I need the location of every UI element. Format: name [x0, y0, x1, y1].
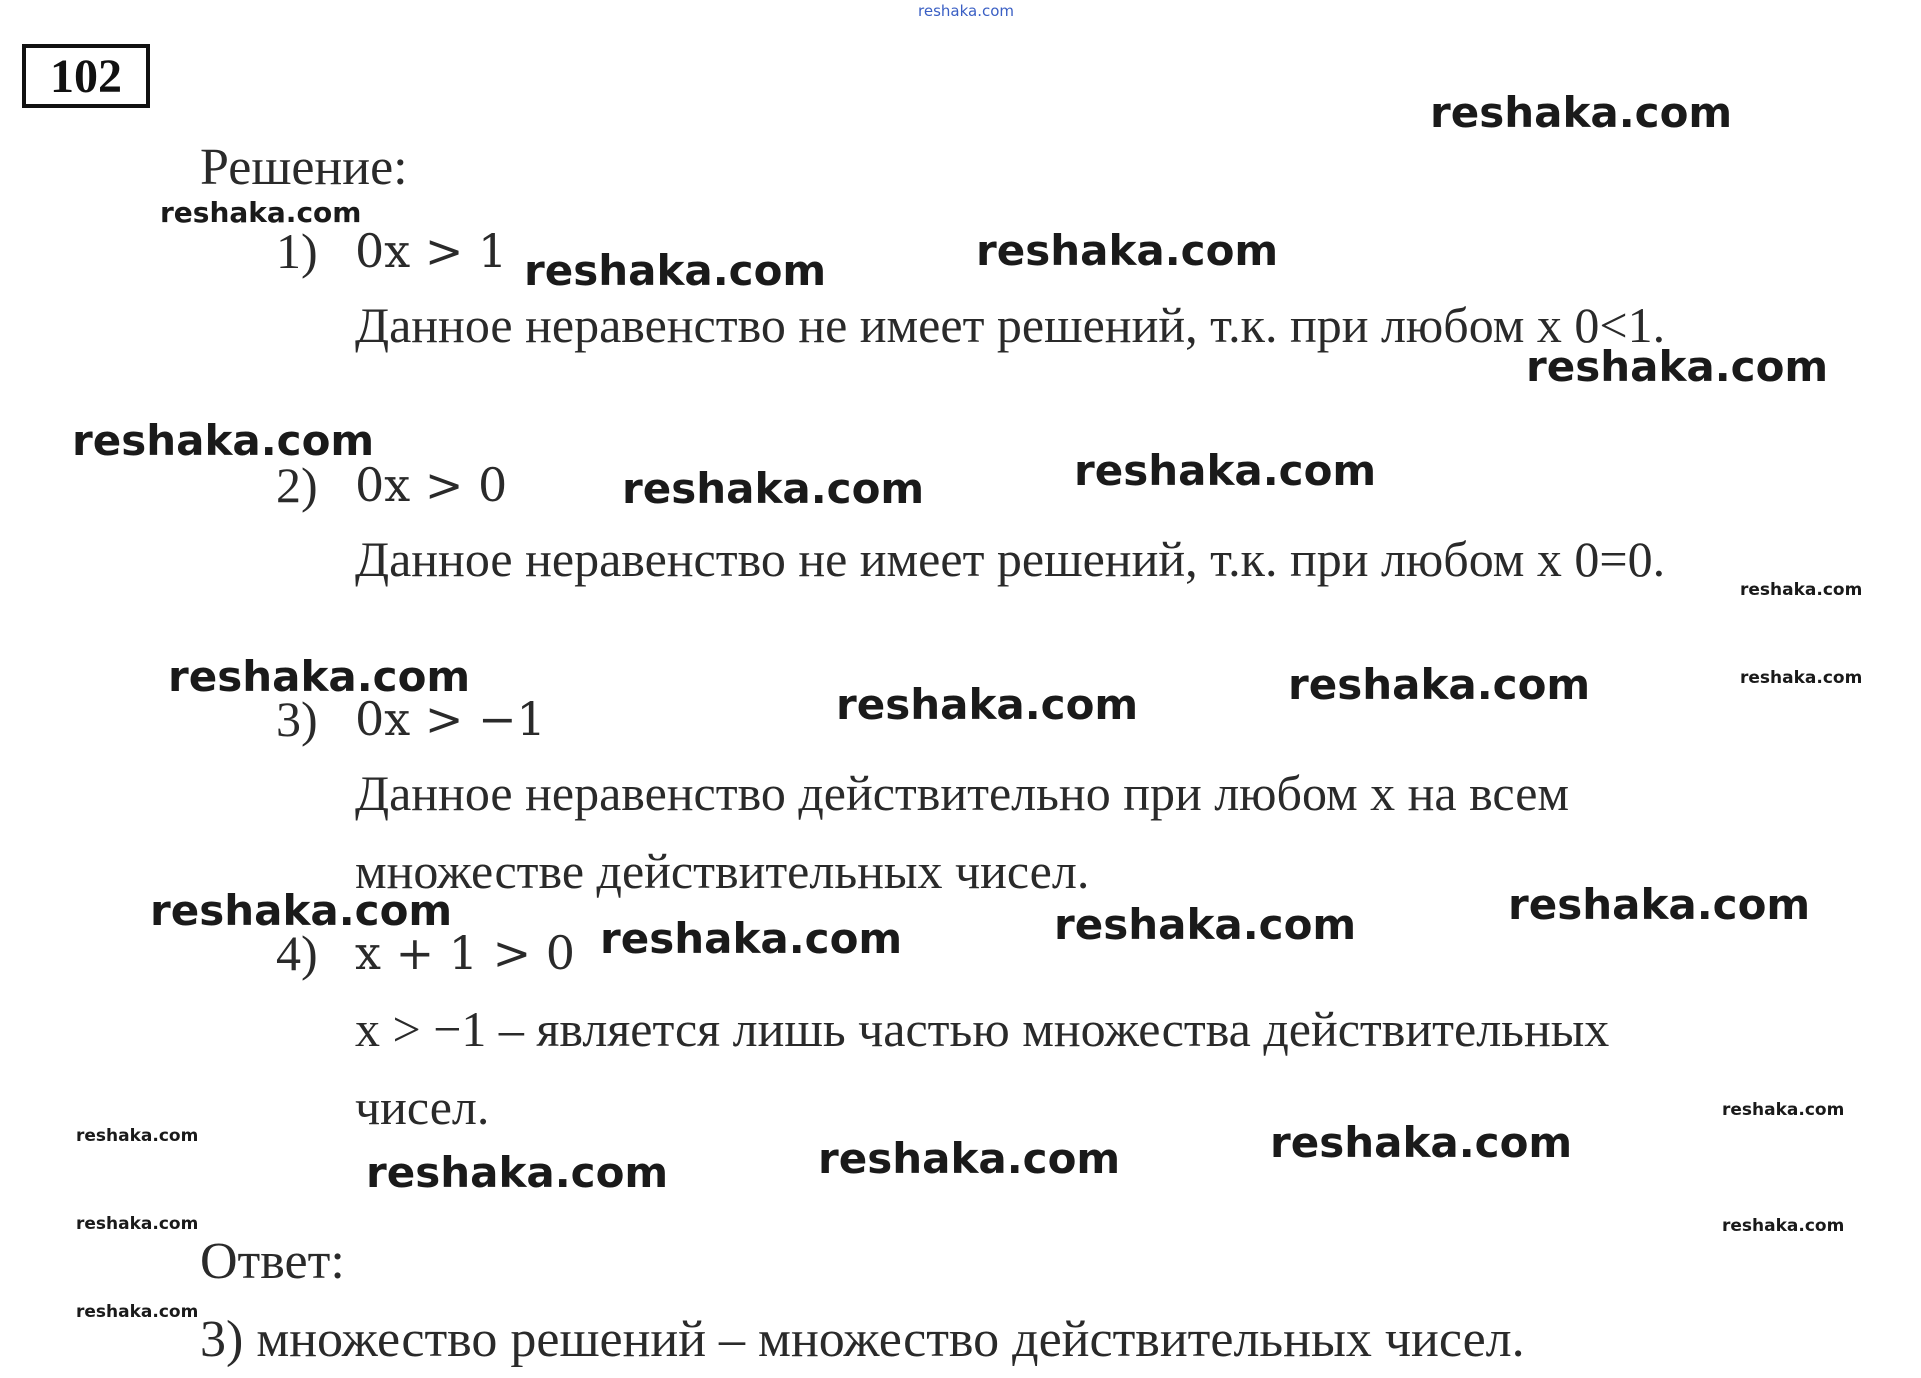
watermark: reshaka.com [1722, 1216, 1845, 1236]
problem-number-box: 102 [22, 44, 150, 108]
item-1-number: 1) [276, 223, 318, 279]
item-3-number: 3) [276, 691, 318, 747]
item-3-inequality: 0x > −1 [355, 692, 546, 746]
item-3-explanation-line-2: множестве действительных чисел. [355, 843, 1090, 899]
watermark: reshaka.com [524, 246, 827, 295]
watermark: reshaka.com [366, 1148, 669, 1197]
watermark: reshaka.com [160, 196, 362, 229]
watermark: reshaka.com [976, 226, 1279, 275]
watermark: reshaka.com [1722, 1100, 1845, 1120]
watermark: reshaka.com [600, 914, 903, 963]
item-1-inequality: 0x > 1 [355, 224, 508, 278]
watermark: reshaka.com [1508, 880, 1811, 929]
answer-text: 3) множество решений – множество действительных чисел. [200, 1311, 1525, 1368]
watermark: reshaka.com [150, 886, 453, 935]
solution-heading: Решение: [200, 139, 408, 196]
item-4-number: 4) [276, 925, 318, 981]
watermark: reshaka.com [1526, 342, 1829, 391]
site-watermark-top: reshaka.com [918, 2, 1014, 20]
watermark: reshaka.com [168, 652, 471, 701]
item-2-explanation: Данное неравенство не имеет решений, т.к. при любом х 0=0. [355, 531, 1666, 587]
item-3-explanation-line-1: Данное неравенство действительно при любом x на всем [355, 765, 1570, 821]
watermark: reshaka.com [818, 1134, 1121, 1183]
watermark: reshaka.com [1288, 660, 1591, 709]
watermark: reshaka.com [1270, 1118, 1573, 1167]
watermark: reshaka.com [836, 680, 1139, 729]
item-4-inequality: x + 1 > 0 [355, 926, 576, 980]
item-1-explanation: Данное неравенство не имеет решений, т.к. при любом х 0<1. [355, 297, 1666, 353]
watermark: reshaka.com [1430, 88, 1733, 137]
watermark: reshaka.com [622, 464, 925, 513]
watermark: reshaka.com [76, 1126, 199, 1146]
answer-heading: Ответ: [200, 1233, 345, 1290]
watermark: reshaka.com [1054, 900, 1357, 949]
item-4-explanation-line-1: x > −1 – является лишь частью множества действительных [355, 1001, 1610, 1057]
item-4-explanation-line-2: чисел. [355, 1079, 490, 1135]
watermark: reshaka.com [1740, 580, 1863, 600]
watermark: reshaka.com [1740, 668, 1863, 688]
watermark: reshaka.com [72, 416, 375, 465]
watermark: reshaka.com [1074, 446, 1377, 495]
watermark: reshaka.com [76, 1302, 199, 1322]
item-2-inequality: 0x > 0 [355, 458, 508, 512]
item-2-number: 2) [276, 457, 318, 513]
watermark: reshaka.com [76, 1214, 199, 1234]
